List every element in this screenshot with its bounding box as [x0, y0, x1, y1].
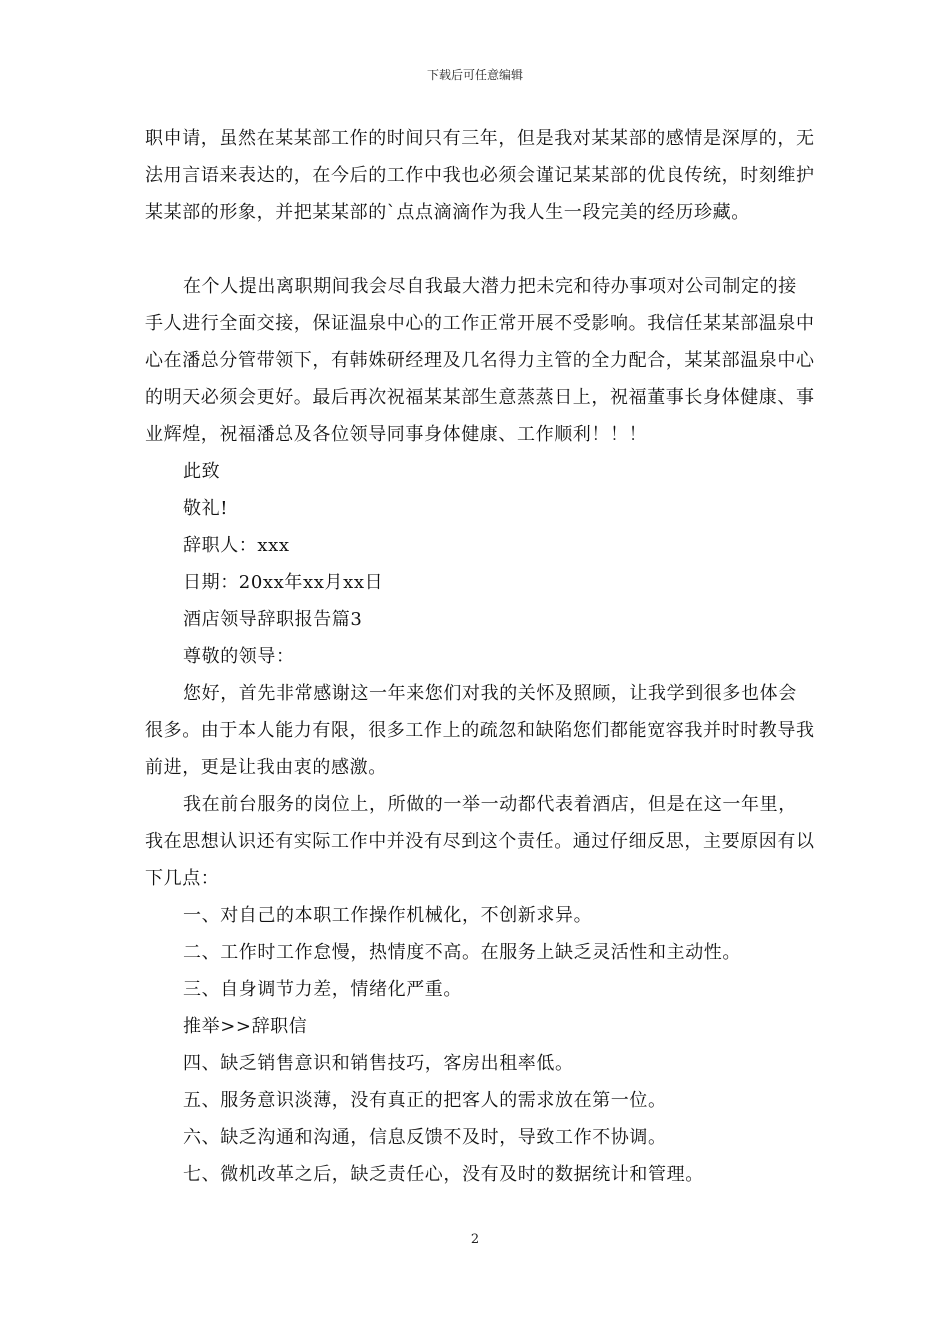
page-number: 2: [470, 1232, 480, 1247]
document-body: [145, 120, 815, 1193]
paragraph-reflection: 我在前台服务的岗位上，所做的一举一动都代表着酒店，但是在这一年里，我在思想认识还有实际工作中并没有尽到这个责任。通过仔细反思，主要原因有以下几点：: [145, 794, 815, 889]
paragraph-handover: 在个人提出离职期间我会尽自我最大潜力把未完和待办事项对公司制定的接手人进行全面交接，保证温泉中心的工作正常开展不受影响。我信任某某部温泉中心在潘总分管带领下，有韩姝研经理及几名得力主管的全力配合，某某部温泉中心的明天必须会更好。最后再次祝福某某部生意蒸蒸日上，祝福董事长身体健康、事业辉煌，祝福潘总及各位领导同事身体健康、工作顺利！！！: [145, 276, 815, 445]
recommend-link[interactable]: 推举>>辞职信: [183, 1016, 308, 1037]
list-item: 七、微机改革之后，缺乏责任心，没有及时的数据统计和管理。: [183, 1164, 704, 1185]
greeting: 尊敬的领导：: [183, 646, 295, 667]
list-item: 三、自身调节力差，情绪化严重。: [183, 979, 462, 1000]
list-item: 二、工作时工作怠慢，热情度不高。在服务上缺乏灵活性和主动性。: [183, 942, 741, 963]
closing-respect: 敬礼!: [183, 498, 229, 519]
closing-salutation: 此致: [183, 461, 221, 482]
section-title: 酒店领导辞职报告篇3: [183, 609, 363, 630]
page-header: 下载后可任意编辑: [426, 68, 523, 82]
paragraph-thanks: 您好，首先非常感谢这一年来您们对我的关怀及照顾，让我学到很多也体会很多。由于本人能力有限，很多工作上的疏忽和缺陷您们都能宽容我并时时教导我前进，更是让我由衷的感激。: [145, 683, 815, 778]
list-item: 五、服务意识淡薄，没有真正的把客人的需求放在第一位。: [183, 1090, 667, 1111]
list-item: 六、缺乏沟通和沟通，信息反馈不及时，导致工作不协调。: [183, 1127, 667, 1148]
list-item: 四、缺乏销售意识和销售技巧，客房出租率低。: [183, 1053, 574, 1074]
paragraph-continuation: 职申请，虽然在某某部工作的时间只有三年，但是我对某某部的感情是深厚的，无法用言语来表达的，在今后的工作中我也必须会谨记某某部的优良传统，时刻维护某某部的形象，并把某某部的`点点滴滴作为我人生一段完美的经历珍藏。: [145, 128, 815, 223]
date-line: 日期：20xx年xx月xx日: [183, 572, 384, 593]
blank-line: [145, 231, 815, 268]
signature-line: 辞职人：xxx: [183, 535, 290, 556]
list-item: 一、对自己的本职工作操作机械化，不创新求异。: [183, 905, 593, 926]
